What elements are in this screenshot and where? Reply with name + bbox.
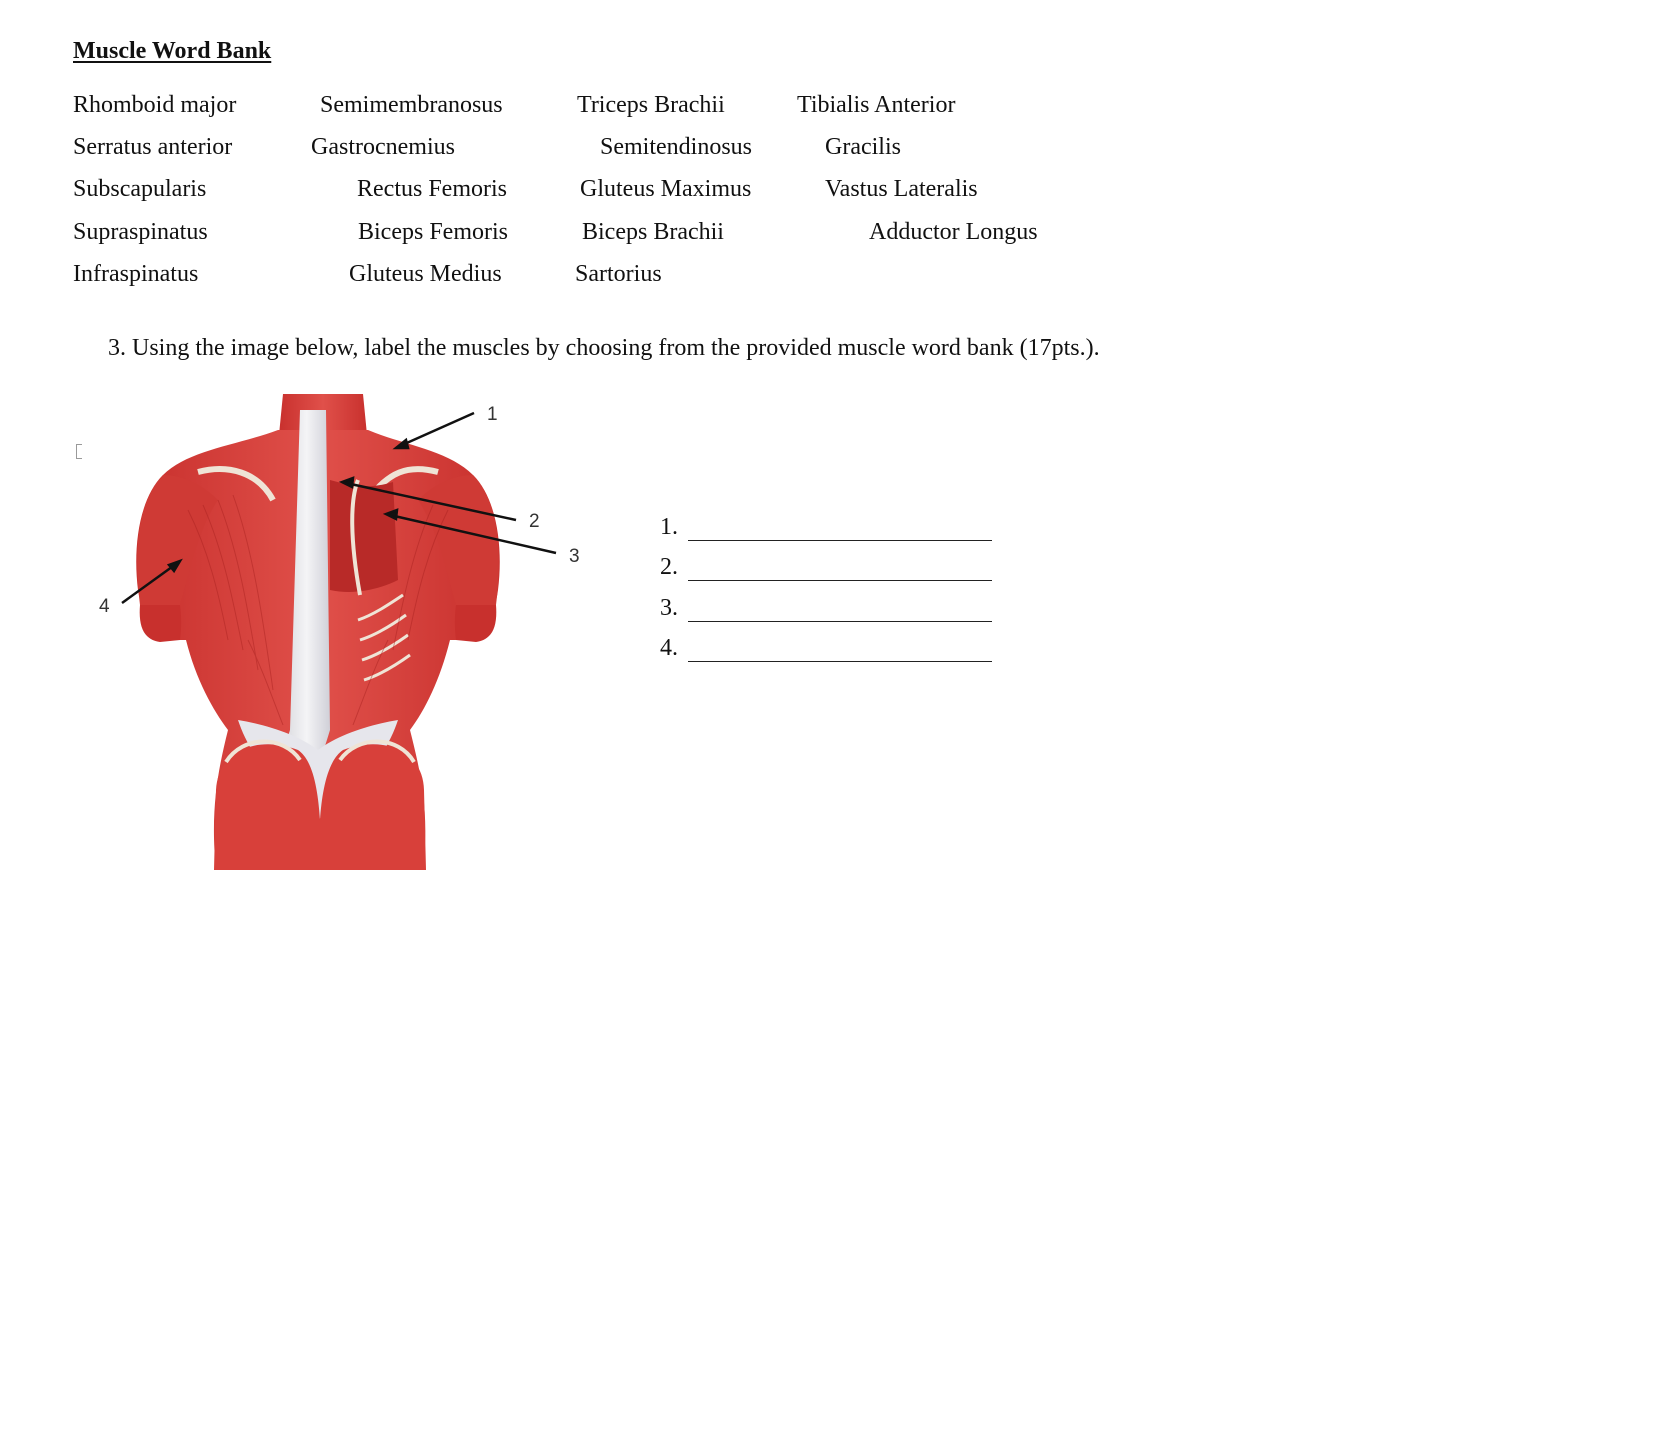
word-gracilis: Gracilis [825,134,901,160]
word-sartorius: Sartorius [575,261,662,287]
word-bank-title: Muscle Word Bank [73,38,272,64]
muscle-anatomy-illustration [68,390,598,880]
word-gluteus-maximus: Gluteus Maximus [580,176,752,202]
word-gluteus-medius: Gluteus Medius [349,261,502,287]
word-rhomboid-major: Rhomboid major [73,92,237,118]
word-infraspinatus: Infraspinatus [73,261,199,287]
question-text: 3. Using the image below, label the muscles by choosing from the provided muscle word bank (17pts.). [108,335,1100,361]
word-adductor-longus: Adductor Longus [869,219,1038,245]
word-semimembranosus: Semimembranosus [320,92,503,118]
right-rhomboid-region [330,480,398,592]
callout-4: 4 [99,596,110,617]
word-supraspinatus: Supraspinatus [73,219,208,245]
answer-blank-4[interactable] [688,639,992,662]
right-upper-arm [455,605,496,642]
callout-3: 3 [569,546,580,567]
answer-row-4 [660,622,992,663]
answer-number: 3. [660,594,678,621]
answer-list [660,500,992,662]
answer-number: 1. [660,513,678,540]
answer-row-1 [660,500,992,541]
answer-number: 4. [660,635,678,661]
callout-1: 1 [487,404,498,425]
word-subscapularis: Subscapularis [73,176,207,202]
word-gastrocnemius: Gastrocnemius [311,134,455,160]
back-muscle-figure [68,390,598,880]
left-upper-arm [140,605,181,642]
word-vastus-lateralis: Vastus Lateralis [825,176,978,202]
answer-blank-3[interactable] [688,599,992,622]
word-biceps-femoris: Biceps Femoris [358,219,508,245]
word-serratus-anterior: Serratus anterior [73,134,233,160]
word-rectus-femoris: Rectus Femoris [357,176,507,202]
answer-blank-1[interactable] [688,518,992,541]
answer-blank-2[interactable] [688,558,992,581]
word-biceps-brachii: Biceps Brachii [582,219,724,245]
answer-row-2 [660,541,992,582]
answer-number: 2. [660,554,678,580]
word-triceps-brachii: Triceps Brachii [577,92,725,118]
callout-2: 2 [529,511,540,532]
word-tibialis-anterior: Tibialis Anterior [797,92,956,118]
answer-row-3 [660,581,992,622]
word-semitendinosus: Semitendinosus [600,134,753,160]
